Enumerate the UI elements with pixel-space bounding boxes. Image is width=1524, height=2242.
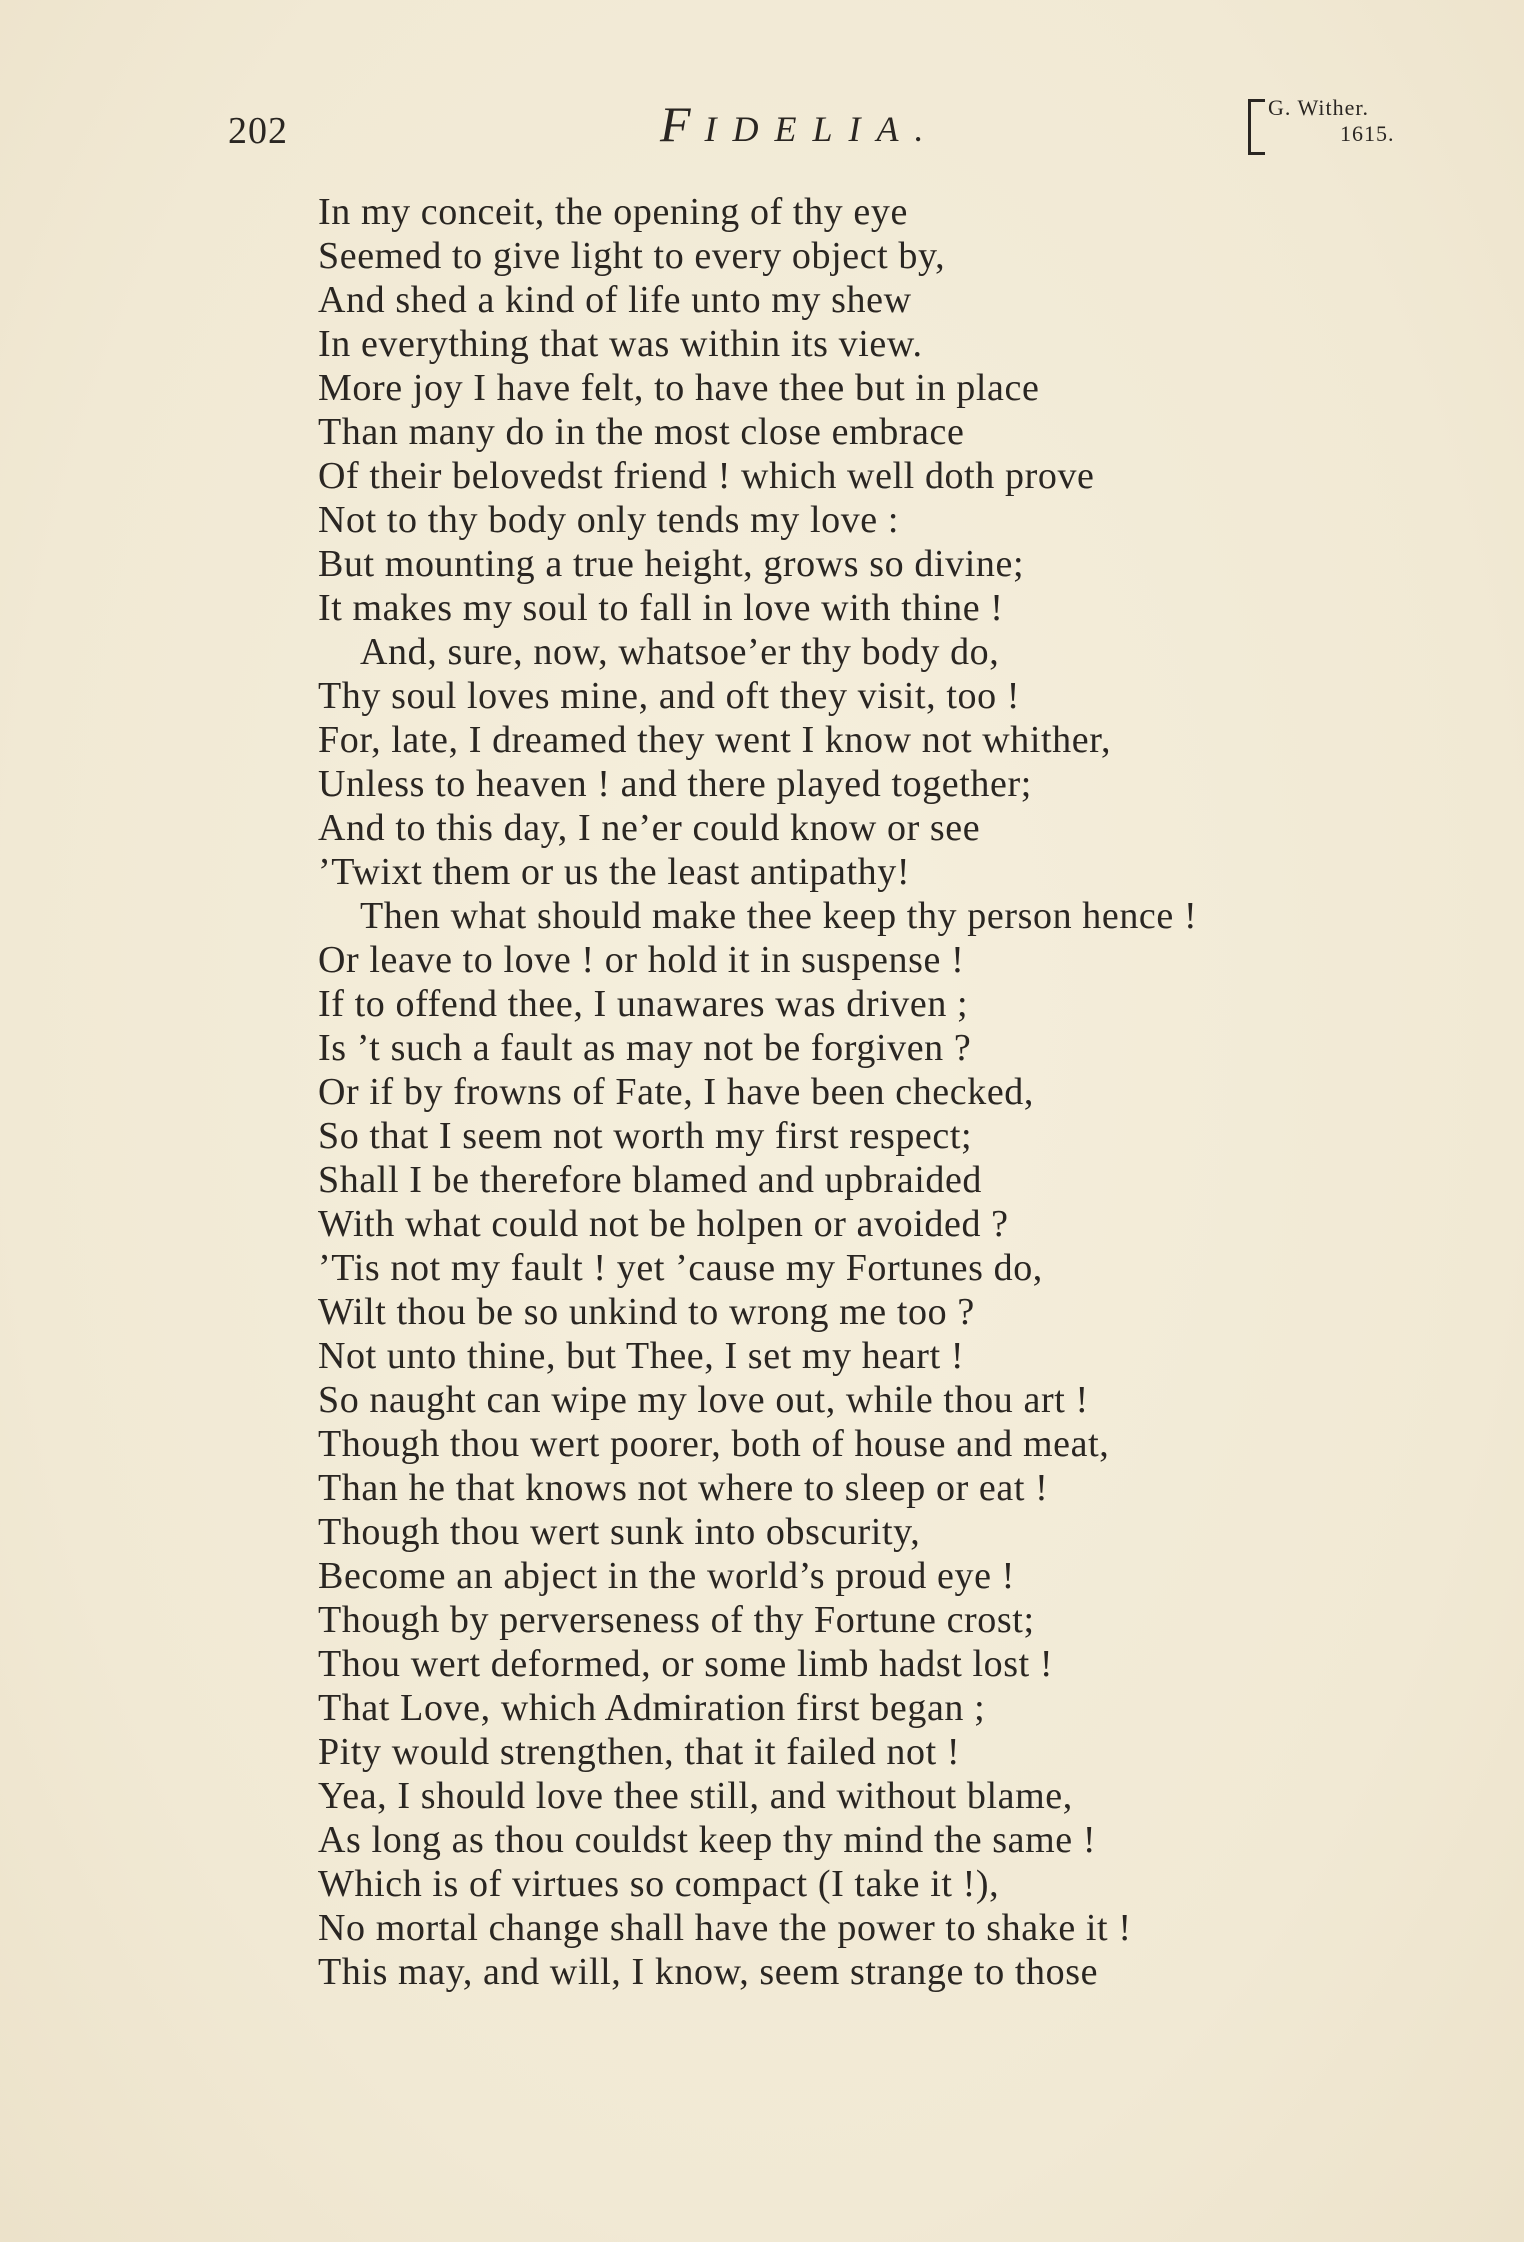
poem-line: Though by perverseness of thy Fortune crost;	[318, 1599, 1035, 1641]
running-title-rest: IDELIA.	[704, 109, 940, 149]
poem-line: In my conceit, the opening of thy eye	[318, 191, 908, 233]
running-title	[660, 95, 940, 153]
poem-line: Or if by frowns of Fate, I have been checked,	[318, 1071, 1035, 1113]
poem-line: Yea, I should love thee still, and without blame,	[318, 1775, 1073, 1817]
poem-line: It makes my soul to fall in love with thine !	[318, 587, 1004, 629]
attribution	[1248, 95, 1398, 165]
poem-line: Not unto thine, but Thee, I set my heart !	[318, 1335, 965, 1377]
poem-line: No mortal change shall have the power to shake it !	[318, 1907, 1132, 1949]
poem-line: More joy I have felt, to have thee but in place	[318, 367, 1040, 409]
poem-line: Then what should make thee keep thy person hence !	[360, 895, 1198, 937]
poem-line: Pity would strengthen, that it failed not !	[318, 1731, 961, 1773]
poem-line: Seemed to give light to every object by,	[318, 235, 946, 277]
poem-text	[318, 190, 1428, 1994]
poem-line: Which is of virtues so compact (I take it !),	[318, 1863, 1000, 1905]
poem-line: Than many do in the most close embrace	[318, 411, 965, 453]
attribution-author: G. Wither.	[1268, 95, 1369, 120]
poem-line: And shed a kind of life unto my shew	[318, 279, 912, 321]
poem-line: Or leave to love ! or hold it in suspense !	[318, 939, 965, 981]
poem-line: Wilt thou be so unkind to wrong me too ?	[318, 1291, 975, 1333]
poem-line: So naught can wipe my love out, while thou art !	[318, 1379, 1089, 1421]
poem-line: This may, and will, I know, seem strange to those	[318, 1951, 1099, 1993]
poem-line: And, sure, now, whatsoe’er thy body do,	[360, 631, 1000, 673]
poem-line: Of their belovedst friend ! which well doth prove	[318, 455, 1095, 497]
poem-line: Thy soul loves mine, and oft they visit, too !	[318, 675, 1021, 717]
poem-line: Unless to heaven ! and there played together;	[318, 763, 1032, 805]
poem-line: So that I seem not worth my first respect;	[318, 1115, 973, 1157]
attribution-bracket	[1248, 99, 1265, 155]
poem-line: ’Tis not my fault ! yet ’cause my Fortunes do,	[318, 1247, 1043, 1289]
poem-line: Though thou wert sunk into obscurity,	[318, 1511, 921, 1553]
poem-line: Is ’t such a fault as may not be forgiven ?	[318, 1027, 972, 1069]
poem-line: If to offend thee, I unawares was driven ;	[318, 983, 969, 1025]
poem-line: ’Twixt them or us the least antipathy!	[318, 851, 911, 893]
poem-line: But mounting a true height, grows so divine;	[318, 543, 1025, 585]
poem-line: And to this day, I ne’er could know or see	[318, 807, 981, 849]
poem-line: Shall I be therefore blamed and upbraided	[318, 1159, 983, 1201]
poem-line: For, late, I dreamed they went I know not whither,	[318, 719, 1112, 761]
poem-line: In everything that was within its view.	[318, 323, 923, 365]
poem-line: Thou wert deformed, or some limb hadst lost !	[318, 1643, 1054, 1685]
poem-line: Not to thy body only tends my love :	[318, 499, 900, 541]
poem-line: With what could not be holpen or avoided ?	[318, 1203, 1009, 1245]
running-title-initial: F	[660, 96, 705, 152]
poem-line: That Love, which Admiration first began ;	[318, 1687, 986, 1729]
attribution-year: 1615.	[1340, 121, 1395, 146]
poem-line: Become an abject in the world’s proud eye !	[318, 1555, 1015, 1597]
page-header	[0, 95, 1524, 175]
poem-line: As long as thou couldst keep thy mind the same !	[318, 1819, 1097, 1861]
poem-line: Than he that knows not where to sleep or eat !	[318, 1467, 1049, 1509]
page-number: 202	[228, 110, 288, 152]
poem-line: Though thou wert poorer, both of house and meat,	[318, 1423, 1110, 1465]
